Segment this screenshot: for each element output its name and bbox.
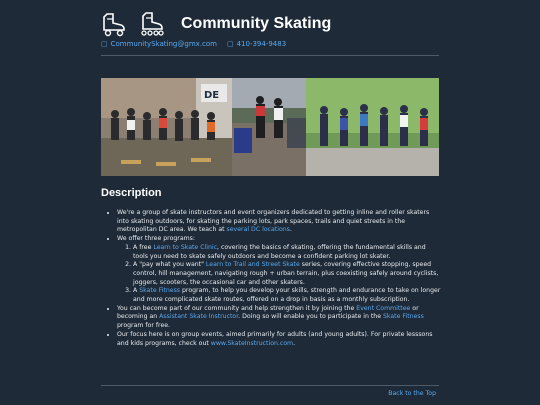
focus-post: . xyxy=(293,339,296,347)
group-photo-2 xyxy=(232,78,306,176)
program-item-fitness xyxy=(133,287,441,304)
learn-to-skate-link[interactable]: Learn to Skate Clinic xyxy=(153,243,218,251)
intro-text: We're a group of skate instructors and event organizers dedicated to getting inline and roller skaters into skating outdoors, for skating the parking lots, park spaces, trails and quiet streets in the metropolitan DC area. We teach at xyxy=(117,209,430,234)
phone-icon: ▢ xyxy=(226,40,234,48)
roller-skate-icon xyxy=(101,11,127,37)
back-to-top-link[interactable]: Back to the Top xyxy=(388,390,436,397)
phone-link[interactable]: 410-394-9483 xyxy=(236,40,287,48)
email-link[interactable]: CommunitySkating@gmx.com xyxy=(110,40,217,48)
footer-divider xyxy=(101,385,439,386)
p1-post: , covering the basics of skating, offering the fundamental skills and tools you need to skate safely outdoors and become a confident parking lot skater. xyxy=(133,243,426,260)
email-contact[interactable] xyxy=(101,40,217,48)
locations-link[interactable]: several DC locations xyxy=(226,226,290,234)
p3-post: program, to help you develop your skills, strength and endurance to take on longer and more complicated skate routes, offered on a drop in basis as a monthly subscription. xyxy=(133,287,441,304)
group-photo-3 xyxy=(306,78,439,176)
program-item-trail xyxy=(133,261,441,287)
community-mid: or becoming an xyxy=(117,304,419,321)
p2-pre: A "pay what you want" xyxy=(133,261,206,269)
phone-contact[interactable] xyxy=(227,40,286,48)
description-heading: Description xyxy=(101,187,162,199)
contact-bar xyxy=(101,40,296,48)
inline-skate-icon xyxy=(139,11,165,37)
list-item-intro xyxy=(117,209,441,235)
trail-street-link[interactable]: Learn to Trail and Street Skate xyxy=(205,261,300,269)
intro-end: . xyxy=(289,226,292,234)
p1-pre: A free xyxy=(133,243,154,251)
email-icon: ▢ xyxy=(101,40,108,48)
list-item-focus xyxy=(117,331,441,348)
header-divider xyxy=(101,55,439,56)
community-mid2: . Doing so will enable you to participate in the xyxy=(238,313,383,321)
p3-pre: A xyxy=(133,287,140,295)
site-title: Community Skating xyxy=(181,15,332,32)
skate-fitness-link-2[interactable]: Skate Fitness xyxy=(382,313,424,321)
focus-pre: Our focus here is on group events, aimed primarily for adults (and young adults). For private lesssons and kids programs, check out xyxy=(117,330,433,347)
group-photo-1 xyxy=(101,78,232,176)
programs-list xyxy=(117,244,441,305)
event-committee-link[interactable]: Event Committee xyxy=(356,304,411,312)
list-item-programs xyxy=(117,235,441,305)
description-list xyxy=(101,209,441,348)
svg-text:DE: DE xyxy=(204,90,220,101)
assistant-instructor-link[interactable]: Assistant Skate Instructor xyxy=(159,313,239,321)
photo-strip xyxy=(101,78,439,176)
skate-fitness-link[interactable]: Skate Fitness xyxy=(139,287,181,295)
program-item-clinic xyxy=(133,244,441,261)
community-pre: You can become part of our community and help strengthen it by joining the xyxy=(117,304,357,312)
description-body xyxy=(101,209,441,348)
list-item-community xyxy=(117,305,441,331)
site-header xyxy=(101,8,439,40)
p2-post: series, covering effective stopping, speed control, hill management, navigating rough + urban terrain, plus coexisting safely around cyclists, joggers, scooters, the occasional car and other skaters. xyxy=(133,261,439,286)
programs-intro: We offer three programs: xyxy=(117,235,195,243)
skate-instruction-link[interactable]: www.SkateInstruction.com xyxy=(210,339,294,347)
community-post: program for free. xyxy=(117,322,171,330)
